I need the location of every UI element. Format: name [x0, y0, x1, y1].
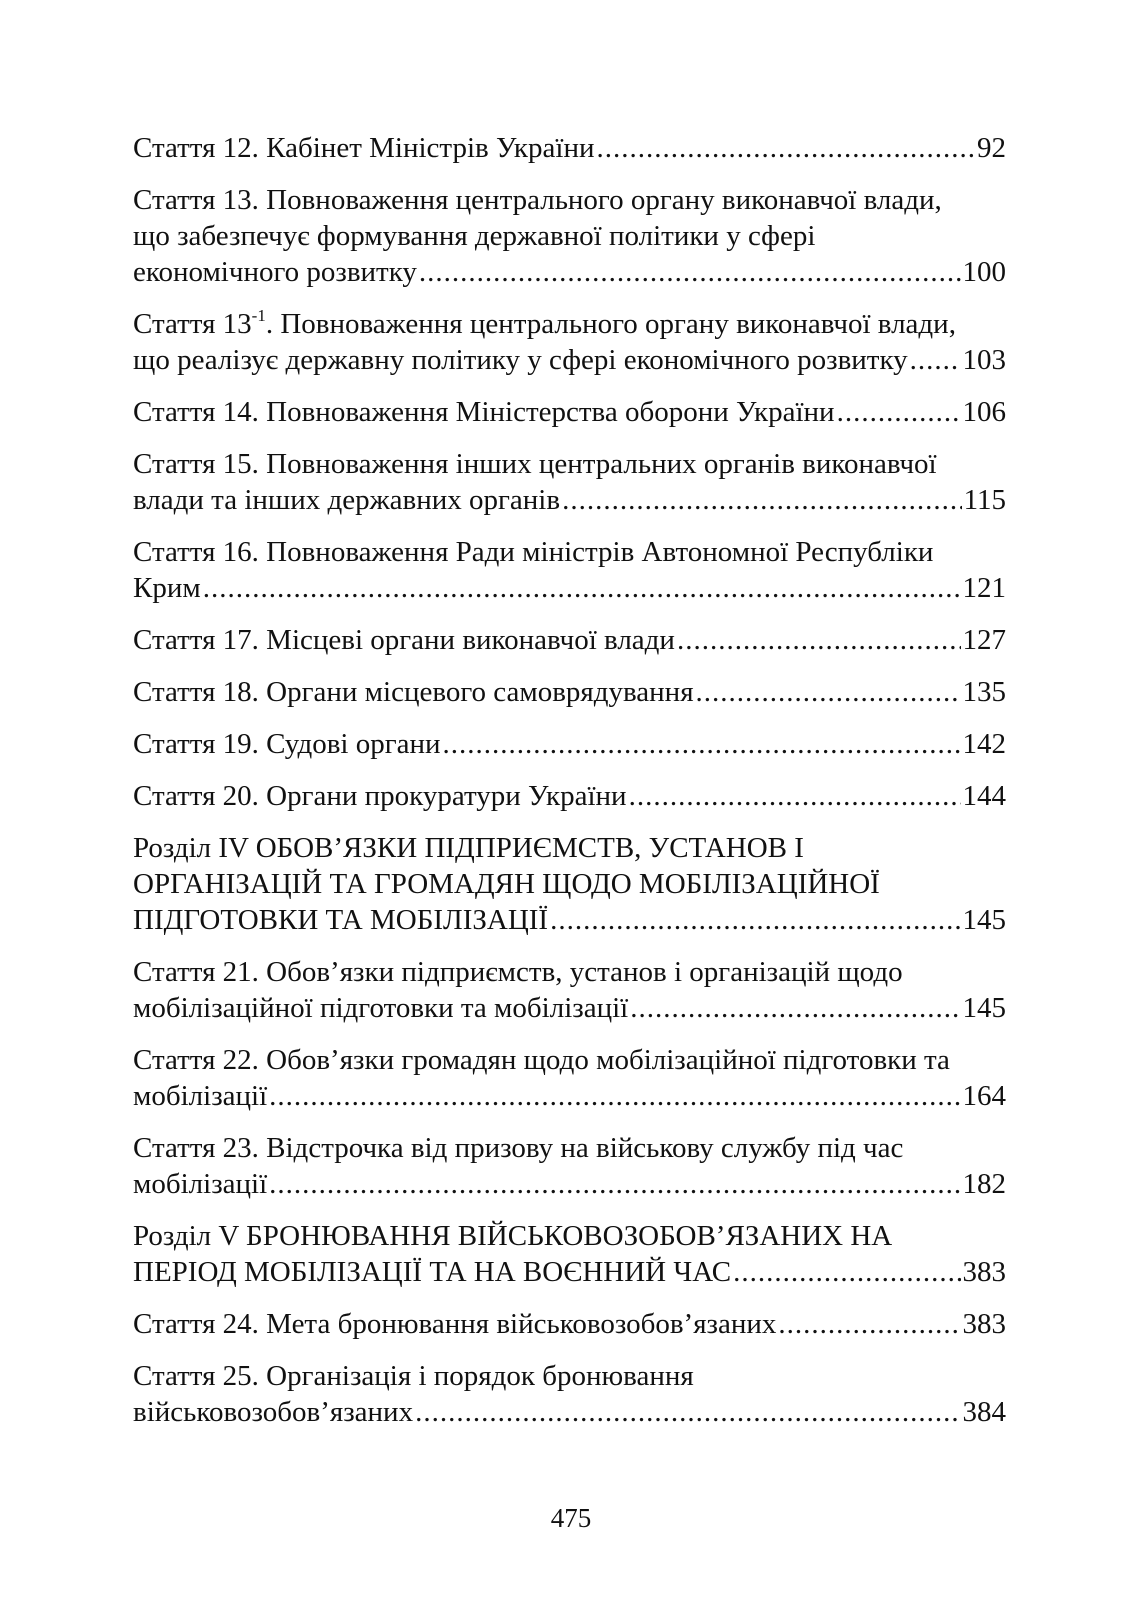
dot-leader	[837, 394, 961, 430]
toc-entry-last-line	[133, 130, 1006, 166]
toc-entry-last-line	[133, 622, 1006, 658]
dot-leader	[596, 130, 975, 166]
dot-leader	[733, 1254, 960, 1290]
toc-entry-title: економічного розвитку	[133, 256, 417, 288]
toc-section-entry[interactable]	[133, 830, 1006, 938]
toc-entry[interactable]	[133, 306, 1006, 378]
toc-entry[interactable]	[133, 726, 1006, 762]
dot-leader	[562, 482, 962, 518]
table-of-contents	[133, 130, 1006, 1446]
toc-entry-last-line	[133, 570, 1006, 606]
toc-page-number: 383	[962, 1256, 1006, 1288]
dot-leader	[910, 342, 961, 378]
dot-leader	[630, 990, 960, 1026]
dot-leader	[629, 778, 961, 814]
dot-leader	[778, 1306, 960, 1342]
toc-entry-title: Стаття 12. Кабінет Міністрів України	[133, 132, 595, 164]
toc-entry-title: Стаття 17. Місцеві органи виконавчої влади	[133, 624, 675, 656]
toc-entry-line: Стаття 23. Відстрочка від призову на військову службу під час	[133, 1132, 904, 1164]
toc-entry[interactable]	[133, 1306, 1006, 1342]
toc-page-number: 383	[962, 1308, 1006, 1340]
toc-entry-last-line	[133, 674, 1006, 710]
toc-entry-last-line	[133, 726, 1006, 762]
toc-entry-line: що забезпечує формування державної політики у сфері	[133, 220, 816, 252]
toc-entry-line-suffix: . Повноваження центрального органу виконавчої влади,	[265, 308, 956, 340]
dot-leader	[550, 902, 960, 938]
toc-entry-title: військовозобов’язаних	[133, 1396, 414, 1428]
toc-entry[interactable]	[133, 534, 1006, 606]
toc-entry-last-line	[133, 1166, 1006, 1202]
toc-entry-title: Стаття 24. Мета бронювання військовозобов’язаних	[133, 1308, 777, 1340]
toc-entry-title: ПЕРІОД МОБІЛІЗАЦІЇ ТА НА ВОЄННИЙ ЧАС	[133, 1256, 732, 1288]
toc-entry-line: Стаття 25. Організація і порядок бронювання	[133, 1360, 694, 1392]
toc-entry[interactable]	[133, 394, 1006, 430]
toc-page-number: 100	[962, 256, 1006, 288]
toc-entry-title: влади та інших державних органів	[133, 484, 561, 516]
toc-entry-last-line	[133, 990, 1006, 1026]
toc-entry[interactable]	[133, 1358, 1006, 1430]
toc-entry-line: Стаття 21. Обов’язки підприємств, установ і організацій щодо	[133, 956, 903, 988]
dot-leader	[415, 1394, 960, 1430]
toc-entry-title: ПІДГОТОВКИ ТА МОБІЛІЗАЦІЇ	[133, 904, 549, 936]
toc-entry-last-line	[133, 1306, 1006, 1342]
toc-page-number: 142	[962, 728, 1006, 760]
toc-entry-title: Стаття 14. Повноваження Міністерства оборони України	[133, 396, 835, 428]
toc-entry-last-line	[133, 778, 1006, 814]
toc-entry-title: Стаття 18. Органи місцевого самоврядування	[133, 676, 694, 708]
toc-entry-line: Розділ IV ОБОВ’ЯЗКИ ПІДПРИЄМСТВ, УСТАНОВ І	[133, 832, 804, 864]
toc-entry-title: мобілізаційної підготовки та мобілізації	[133, 992, 629, 1024]
toc-section-entry[interactable]	[133, 1218, 1006, 1290]
toc-entry-last-line	[133, 1078, 1006, 1114]
toc-entry-last-line	[133, 1254, 1006, 1290]
toc-entry-title: мобілізації	[133, 1168, 268, 1200]
toc-entry-line: Стаття 15. Повноваження інших центральних органів виконавчої	[133, 448, 937, 480]
toc-entry[interactable]	[133, 182, 1006, 290]
toc-entry-line	[133, 306, 1006, 342]
toc-entry-line: Розділ V БРОНЮВАННЯ ВІЙСЬКОВОЗОБОВ’ЯЗАНИХ НА	[133, 1220, 893, 1252]
toc-entry-last-line	[133, 394, 1006, 430]
toc-entry-last-line	[133, 1394, 1006, 1430]
superscript-index: -1	[251, 306, 266, 325]
dot-leader	[419, 254, 961, 290]
toc-page-number: 182	[962, 1168, 1006, 1200]
toc-entry-last-line	[133, 482, 1006, 518]
toc-entry-last-line	[133, 342, 1006, 378]
toc-entry-line: ОРГАНІЗАЦІЙ ТА ГРОМАДЯН ЩОДО МОБІЛІЗАЦІЙНОЇ	[133, 868, 880, 900]
toc-entry[interactable]	[133, 622, 1006, 658]
toc-page-number: 144	[962, 780, 1006, 812]
dot-leader	[677, 622, 961, 658]
toc-entry[interactable]	[133, 1042, 1006, 1114]
toc-page-number: 145	[962, 904, 1006, 936]
toc-entry-last-line	[133, 902, 1006, 938]
toc-entry[interactable]	[133, 954, 1006, 1026]
toc-entry[interactable]	[133, 130, 1006, 166]
dot-leader	[696, 674, 961, 710]
toc-entry-line: Стаття 13. Повноваження центрального органу виконавчої влади,	[133, 184, 942, 216]
toc-page-number: 103	[962, 344, 1006, 376]
toc-page-number: 135	[962, 676, 1006, 708]
toc-entry[interactable]	[133, 1130, 1006, 1202]
toc-entry-last-line	[133, 254, 1006, 290]
toc-entry[interactable]	[133, 446, 1006, 518]
toc-entry-title: мобілізації	[133, 1080, 268, 1112]
toc-page-number: 384	[962, 1396, 1006, 1428]
toc-entry-line: Стаття 22. Обов’язки громадян щодо мобілізаційної підготовки та	[133, 1044, 950, 1076]
dot-leader	[269, 1078, 960, 1114]
toc-entry-title: Стаття 20. Органи прокуратури України	[133, 780, 627, 812]
toc-entry[interactable]	[133, 778, 1006, 814]
toc-entry-title: Стаття 19. Судові органи	[133, 728, 441, 760]
toc-entry[interactable]	[133, 674, 1006, 710]
toc-entry-line-prefix: Стаття 13	[133, 308, 252, 340]
dot-leader	[203, 570, 961, 606]
toc-page-number: 106	[962, 396, 1006, 428]
toc-page-number: 121	[962, 572, 1006, 604]
toc-page-number: 127	[962, 624, 1006, 656]
toc-entry-line: Стаття 16. Повноваження Ради міністрів Автономної Республіки	[133, 536, 934, 568]
toc-page-number: 164	[962, 1080, 1006, 1112]
toc-page-number: 92	[977, 132, 1006, 164]
toc-entry-title: що реалізує державну політику у сфері економічного розвитку	[133, 344, 908, 376]
toc-page-number: 145	[962, 992, 1006, 1024]
page-number: 475	[550, 1503, 592, 1533]
dot-leader	[269, 1166, 960, 1202]
toc-page-number: 115	[963, 484, 1006, 516]
toc-entry-title: Крим	[133, 572, 201, 604]
dot-leader	[443, 726, 961, 762]
